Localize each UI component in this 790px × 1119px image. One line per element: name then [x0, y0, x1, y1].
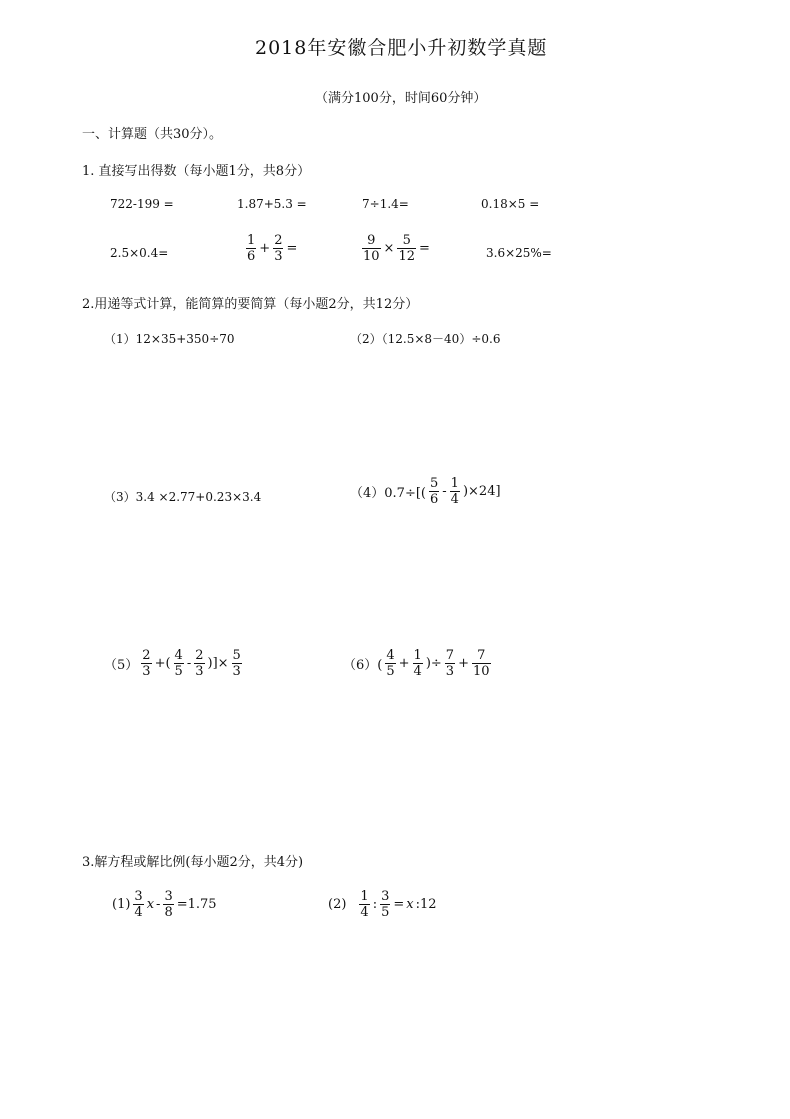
fraction: $\frac{1}{4}$	[450, 476, 459, 507]
fraction: $\frac{2}{3}$	[142, 648, 151, 679]
q3-problem-2: (2) $\frac{1}{4}$ : $\frac{3}{5}$ = x :12	[328, 889, 437, 920]
q1-item-3: 7÷1.4=	[362, 197, 409, 211]
q2-problem-1: （1）12×35+350÷70	[104, 332, 235, 346]
fraction: $\frac{9}{10}$	[363, 233, 380, 264]
question-2-heading: 2.用递等式计算，能简算的要简算（每小题2分，共12分）	[82, 297, 419, 312]
fraction: $\frac{2}{3}$	[274, 233, 283, 264]
fraction: $\frac{5}{3}$	[232, 648, 241, 679]
q1-item-6: $\frac{1}{6}$ + $\frac{2}{3}$ =	[247, 233, 298, 264]
q1-item-8: 3.6×25%=	[486, 246, 552, 260]
section-heading: 一、计算题（共30分）。	[82, 127, 223, 142]
q2-problem-2: （2）（12.5×8－40）÷0.6	[350, 332, 501, 346]
fraction: $\frac{7}{3}$	[445, 648, 455, 679]
fraction: $\frac{1}{4}$	[413, 648, 422, 679]
q2-problem-5: （5） $\frac{2}{3}$ +( $\frac{4}{5}$ - $\frac{2}{3}$ )]× $\frac{5}{3}$	[104, 648, 241, 679]
fraction: $\frac{3}{4}$	[134, 889, 143, 920]
fraction: $\frac{3}{5}$	[381, 889, 390, 920]
q1-item-1: 722-199 =	[110, 197, 174, 211]
fraction: $\frac{4}{5}$	[174, 648, 183, 679]
page-title: 2018年安徽合肥小升初数学真题	[255, 37, 548, 59]
question-3-heading: 3.解方程或解比例(每小题2分，共4分)	[82, 855, 304, 870]
fraction: $\frac{1}{6}$	[247, 233, 256, 264]
fraction: $\frac{2}{3}$	[195, 648, 204, 679]
q1-item-7: $\frac{9}{10}$ × $\frac{5}{12}$ =	[363, 233, 430, 264]
page-subtitle: （满分100分，时间60分钟）	[315, 91, 487, 106]
q2-problem-3: （3）3.4 ×2.77+0.23×3.4	[104, 490, 262, 504]
q1-item-4: 0.18×5 =	[481, 197, 540, 211]
fraction: $\frac{5}{12}$	[398, 233, 415, 264]
q1-item-2: 1.87+5.3 =	[237, 197, 307, 211]
fraction: $\frac{5}{6}$	[429, 476, 439, 507]
fraction: $\frac{3}{8}$	[164, 889, 173, 920]
q2-problem-4: （4）0.7÷[( $\frac{5}{6}$ - $\frac{1}{4}$ )×24]	[350, 476, 501, 507]
q2-problem-6: （6）( $\frac{4}{5}$ + $\frac{1}{4}$ )÷ $\frac{7}{3}$ + $\frac{7}{10}$	[343, 648, 490, 679]
q1-item-5: 2.5×0.4=	[110, 246, 169, 260]
q3-problem-1: (1) $\frac{3}{4}$ x - $\frac{3}{8}$ =1.75	[112, 889, 217, 920]
fraction: $\frac{4}{5}$	[386, 648, 395, 679]
fraction: $\frac{7}{10}$	[472, 648, 490, 679]
fraction: $\frac{1}{4}$	[360, 889, 369, 920]
question-1-heading: 1. 直接写出得数（每小题1分，共8分）	[82, 164, 311, 179]
